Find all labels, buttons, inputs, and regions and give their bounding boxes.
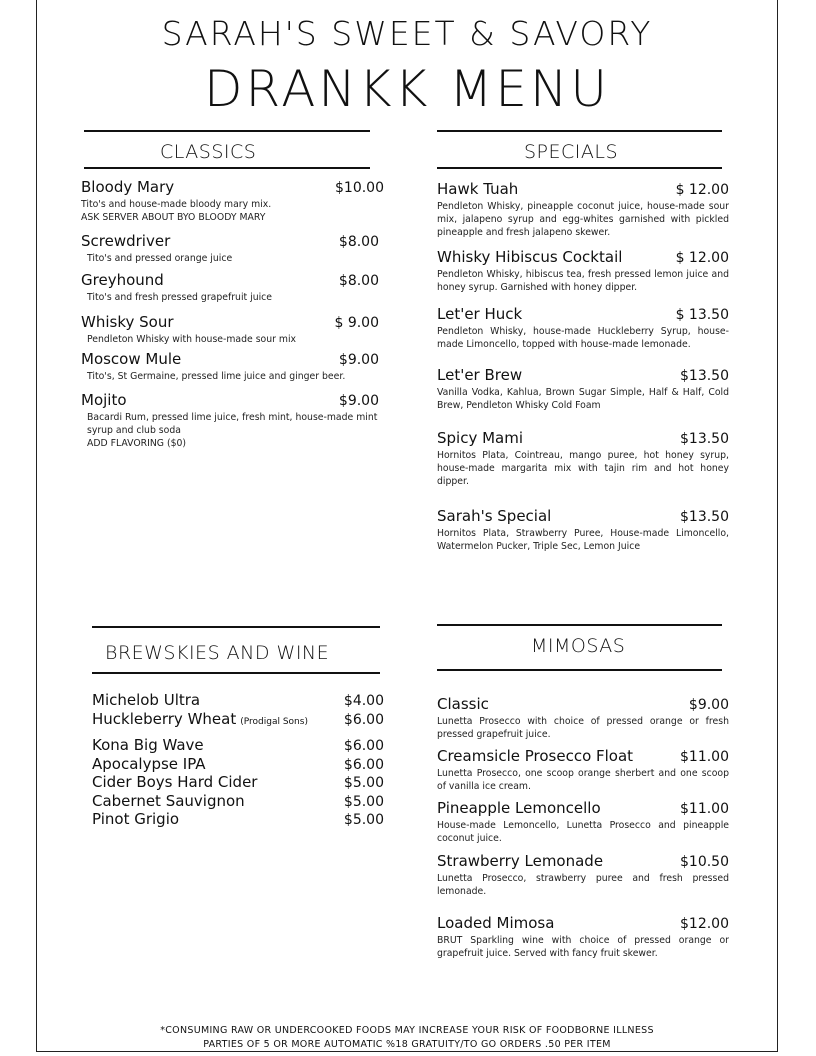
list-item	[92, 772, 384, 791]
brewskies-heading: BREWSKIES AND WINE	[105, 642, 330, 664]
item-price: $10.50	[680, 854, 729, 870]
list-item	[92, 791, 384, 810]
item-price: $ 12.00	[675, 182, 729, 198]
footer-gratuity: PARTIES OF 5 OR MORE AUTOMATIC %18 GRATUITY/TO GO ORDERS .50 PER ITEM	[203, 1039, 611, 1050]
item-price: $10.00	[335, 180, 384, 196]
list-item	[92, 709, 384, 728]
list-item	[92, 735, 384, 754]
item-description: Pendleton Whisky, pineapple coconut juice, house-made sour mix, jalapeno syrup and egg-whites garnished with pickled pineapple and fresh jalapeno skewer.	[437, 201, 729, 238]
item-name: Loaded Mimosa	[437, 914, 555, 932]
brewskies-list	[92, 690, 384, 828]
item-name: Hawk Tuah	[437, 180, 519, 198]
list-item	[92, 754, 384, 773]
restaurant-name: SARAH'S SWEET & SAVORY	[161, 14, 653, 53]
classics-item	[81, 178, 384, 224]
specials-item	[437, 305, 729, 351]
item-name: Sarah's Special	[437, 507, 552, 525]
brewskies-rule-bottom	[92, 672, 380, 674]
item-name: Screwdriver	[81, 232, 171, 250]
item-price: $12.00	[680, 916, 729, 932]
item-name: Moscow Mule	[81, 350, 182, 368]
footer-warning: *CONSUMING RAW OR UNDERCOOKED FOODS MAY INCREASE YOUR RISK OF FOODBORNE ILLNESS	[160, 1025, 654, 1036]
item-description: Pendleton Whisky, house-made Huckleberry Syrup, house-made Limoncello, topped with house-made lemonade.	[437, 326, 729, 350]
classics-item	[81, 350, 379, 383]
item-price: $ 9.00	[334, 315, 379, 331]
item-name: Let'er Huck	[437, 305, 523, 323]
item-price: $8.00	[338, 273, 379, 289]
specials-item	[437, 507, 729, 553]
item-name: Classic	[437, 695, 489, 713]
item-name: Mojito	[81, 391, 127, 409]
item-price: $9.00	[338, 352, 379, 368]
specials-item	[437, 429, 729, 488]
classics-item	[81, 232, 379, 265]
item-price: $5.00	[343, 775, 384, 791]
item-price: $11.00	[680, 801, 729, 817]
mimosas-rule-bottom	[437, 669, 722, 671]
item-description: Tito's and fresh pressed grapefruit juice	[87, 292, 273, 303]
item-description: Lunetta Prosecco, one scoop orange sherbert and one scoop of vanilla ice cream.	[437, 768, 729, 792]
specials-item	[437, 180, 729, 239]
specials-heading: SPECIALS	[524, 141, 619, 163]
classics-item	[81, 391, 379, 450]
specials-rule-top	[437, 130, 722, 132]
mimosas-item	[437, 799, 729, 845]
list-item	[92, 809, 384, 828]
item-name: Cabernet Sauvignon	[92, 791, 245, 810]
item-price: $11.00	[680, 749, 729, 765]
item-description: Lunetta Prosecco, strawberry puree and fresh pressed lemonade.	[437, 873, 729, 897]
specials-item	[437, 366, 729, 412]
classics-rule-bottom	[84, 167, 370, 169]
item-description: Bacardi Rum, pressed lime juice, fresh mint, house-made mint syrup and club soda	[87, 412, 378, 436]
item-description: Hornitos Plata, Strawberry Puree, House-made Limoncello, Watermelon Pucker, Triple Sec, Lemon Juice	[437, 528, 729, 552]
item-name: Greyhound	[81, 271, 164, 289]
menu-title: DRANKK MENU	[203, 60, 611, 118]
item-note: ASK SERVER ABOUT BYO BLOODY MARY	[81, 212, 266, 223]
item-name: Pineapple Lemoncello	[437, 799, 601, 817]
specials-item	[437, 248, 729, 294]
item-description: Pendleton Whisky, hibiscus tea, fresh pressed lemon juice and honey syrup. Garnished with honey dipper.	[437, 269, 729, 293]
item-description: Lunetta Prosecco with choice of pressed orange or fresh pressed grapefruit juice.	[437, 716, 729, 740]
item-price: $ 12.00	[675, 250, 729, 266]
item-description: BRUT Sparkling wine with choice of pressed orange or grapefruit juice. Served with fancy fruit skewer.	[437, 935, 729, 959]
item-price: $13.50	[680, 368, 729, 384]
item-name: Spicy Mami	[437, 429, 524, 447]
mimosas-rule-top	[437, 624, 722, 626]
mimosas-item	[437, 747, 729, 793]
item-name: Kona Big Wave	[92, 736, 204, 754]
item-price: $6.00	[343, 738, 384, 754]
classics-heading: CLASSICS	[160, 141, 257, 163]
item-name: Cider Boys Hard Cider	[92, 773, 258, 791]
item-description: Pendleton Whisky with house-made sour mix	[87, 334, 297, 345]
item-description: House-made Lemoncello, Lunetta Prosecco and pineapple coconut juice.	[437, 820, 729, 844]
item-name: Bloody Mary	[81, 178, 175, 196]
item-name: Michelob Ultra	[92, 691, 201, 709]
item-note: ADD FLAVORING ($0)	[87, 438, 187, 449]
item-description: Tito's and pressed orange juice	[87, 253, 233, 264]
item-price: $ 13.50	[675, 307, 729, 323]
item-description: Hornitos Plata, Cointreau, mango puree, hot honey syrup, house-made margarita mix with tajin rim and hot honey dipper.	[437, 450, 729, 487]
item-description: Vanilla Vodka, Kahlua, Brown Sugar Simple, Half & Half, Cold Brew, Pendleton Whisky Cold Foam	[437, 387, 729, 411]
item-description: Tito's and house-made bloody mary mix.	[81, 199, 272, 210]
mimosas-item	[437, 914, 729, 960]
item-name: Whisky Sour	[81, 313, 174, 331]
mimosas-item	[437, 695, 729, 741]
item-price: $4.00	[343, 693, 384, 709]
item-name: Whisky Hibiscus Cocktail	[437, 248, 623, 266]
specials-rule-bottom	[437, 167, 722, 169]
item-price: $9.00	[338, 393, 379, 409]
item-name: Apocalypse IPA	[92, 754, 206, 773]
item-note: (Prodigal Sons)	[240, 716, 308, 727]
item-price: $6.00	[343, 756, 384, 773]
item-price: $5.00	[343, 793, 384, 810]
item-price: $8.00	[338, 234, 379, 250]
brewskies-rule-top	[92, 626, 380, 628]
item-price: $9.00	[688, 697, 729, 713]
item-description: Tito's, St Germaine, pressed lime juice and ginger beer.	[87, 371, 346, 382]
item-price: $5.00	[343, 812, 384, 828]
item-price: $13.50	[680, 431, 729, 447]
mimosas-item	[437, 852, 729, 898]
item-name: Strawberry Lemonade	[437, 852, 604, 870]
mimosas-heading: MIMOSAS	[531, 635, 626, 657]
item-name: Huckleberry Wheat	[92, 709, 237, 728]
classics-rule-top	[84, 130, 370, 132]
list-item	[92, 690, 384, 709]
item-price: $6.00	[343, 711, 384, 728]
item-name: Creamsicle Prosecco Float	[437, 747, 634, 765]
item-name: Let'er Brew	[437, 366, 523, 384]
item-price: $13.50	[680, 509, 729, 525]
classics-item	[81, 313, 379, 346]
item-name: Pinot Grigio	[92, 810, 180, 828]
classics-item	[81, 271, 379, 304]
